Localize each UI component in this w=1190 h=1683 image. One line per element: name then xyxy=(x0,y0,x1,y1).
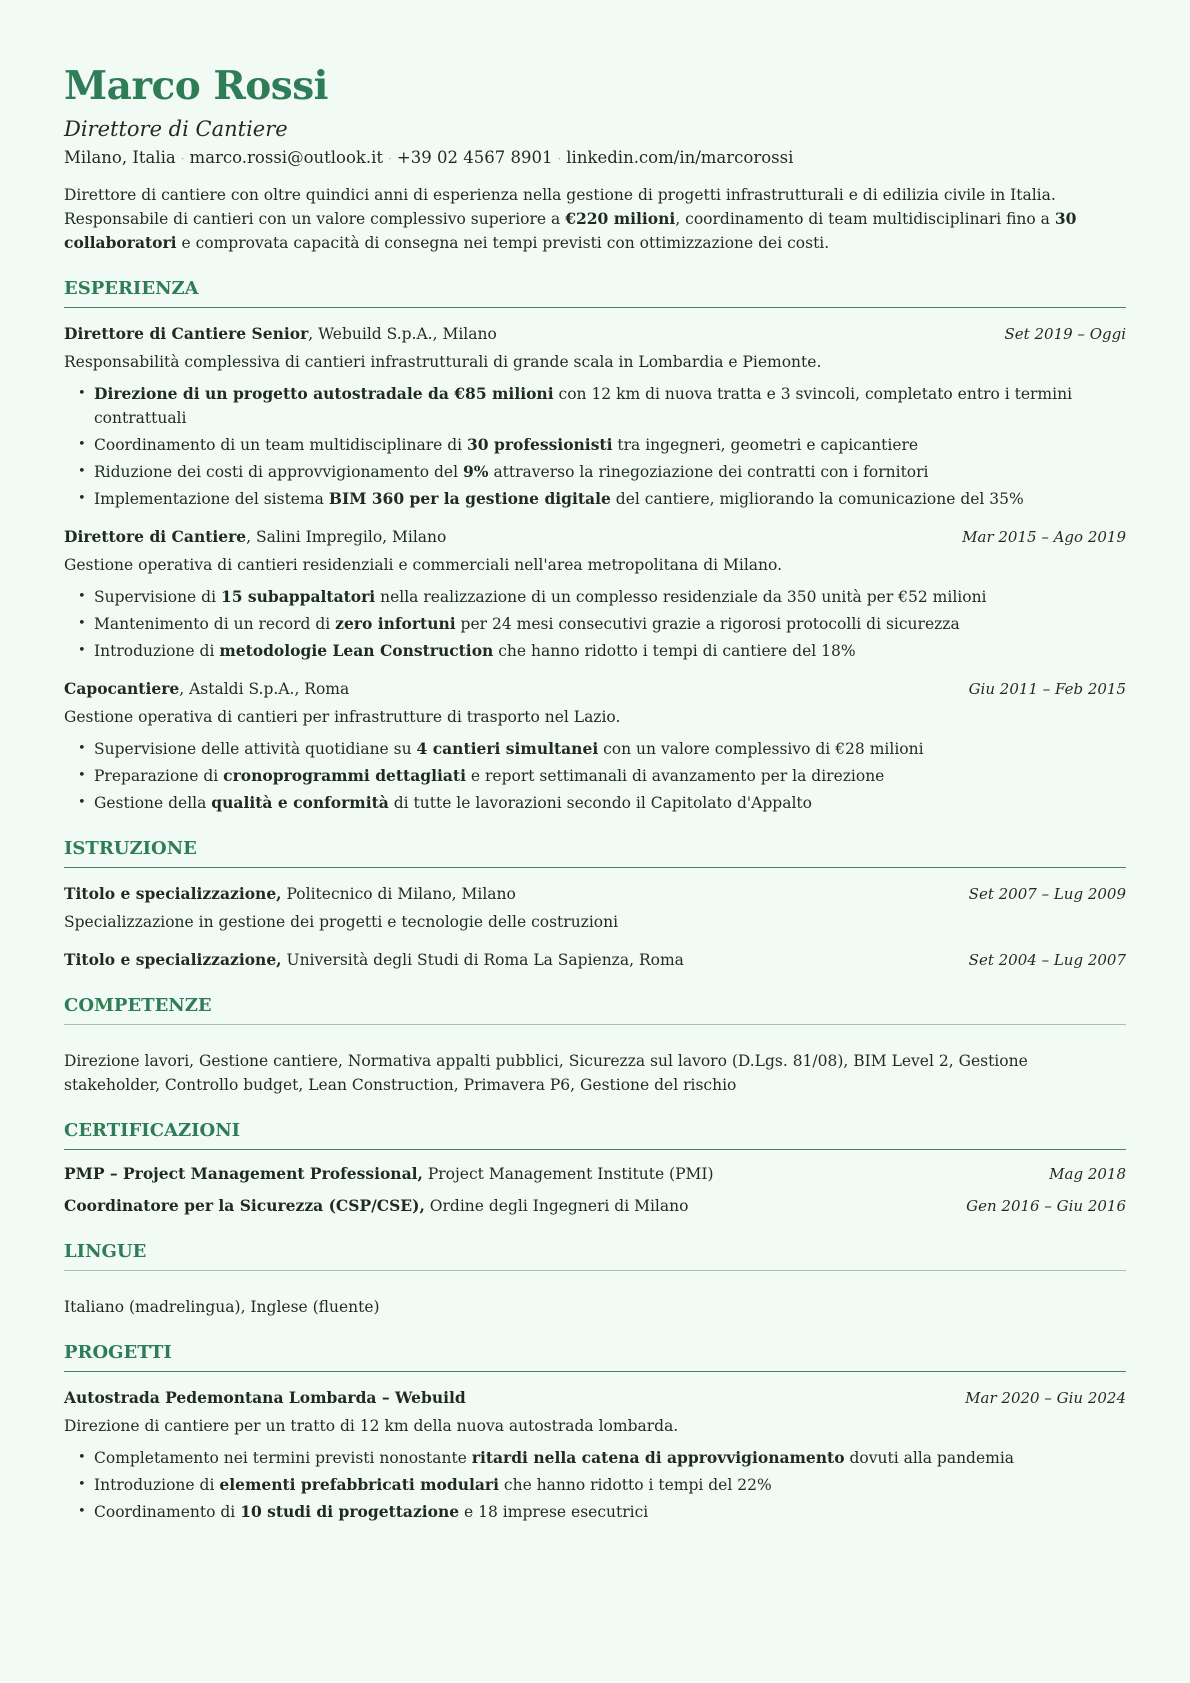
achievement-item: • Supervisione delle attività quotidiane su 4 cantieri simultanei con un valore complessivo di €28 milioni xyxy=(94,737,1126,761)
contact-linkedin[interactable]: linkedin.com/in/marcorossi xyxy=(566,148,794,167)
entry-date: Set 2007 – Lug 2009 xyxy=(968,884,1126,903)
separator-dot: · xyxy=(180,151,185,166)
entry-date: Mar 2020 – Giu 2024 xyxy=(965,1388,1126,1407)
entry-date: Mag 2018 xyxy=(1049,1164,1126,1183)
entry-header xyxy=(64,677,1126,701)
achievement-item: • Completamento nei termini previsti nonostante ritardi nella catena di approvvigionamento dovuti alla pandemia xyxy=(94,1446,1126,1470)
achievement-item: • Coordinamento di un team multidisciplinare di 30 professionisti tra ingegneri, geometri e capicantiere xyxy=(94,433,1126,457)
section-heading: LINGUE xyxy=(64,1240,1126,1271)
contact-line xyxy=(64,146,1126,171)
experience-entry xyxy=(64,677,1126,815)
languages-list: Italiano (madrelingua), Inglese (fluente) xyxy=(64,1297,380,1316)
role: Capocantiere xyxy=(64,678,180,698)
entry-title xyxy=(64,948,684,972)
achievement-item: • Gestione della qualità e conformità di tutte le lavorazioni secondo il Capitolato d'Appalto xyxy=(94,791,1126,815)
summary-highlight: €220 milioni xyxy=(565,208,676,228)
degree: Titolo e specializzazione, xyxy=(64,949,282,969)
section-heading: PROGETTI xyxy=(64,1341,1126,1372)
achievement-item: • Direzione di un progetto autostradale da €85 milioni con 12 km di nuova tratta e 3 svincoli, completato entro i termini contrattuali xyxy=(94,382,1126,430)
section-heading: CERTIFICAZIONI xyxy=(64,1119,1126,1150)
organization: , Astaldi S.p.A., Roma xyxy=(179,679,350,698)
project-entry xyxy=(64,1386,1126,1524)
education-entry xyxy=(64,882,1126,934)
achievement-item: • Introduzione di elementi prefabbricati modulari che hanno ridotto i tempi del 22% xyxy=(94,1473,1126,1497)
summary-highlight: 30 collaboratori xyxy=(64,208,1077,252)
section-heading: ISTRUZIONE xyxy=(64,837,1126,868)
achievement-item: • Implementazione del sistema BIM 360 per la gestione digitale del cantiere, migliorando la comunicazione del 35% xyxy=(94,487,1126,511)
entry-date: Gen 2016 – Giu 2016 xyxy=(966,1196,1126,1215)
separator-dot: · xyxy=(557,151,562,166)
entry-description: Specializzazione in gestione dei progetti e tecnologie delle costruzioni xyxy=(64,912,619,931)
entry-title xyxy=(64,882,516,906)
entry-title xyxy=(64,525,446,549)
section-skills xyxy=(64,994,1126,1097)
school: Università degli Studi di Roma La Sapienza, Roma xyxy=(281,950,684,969)
achievement-list xyxy=(64,737,1126,815)
cert-issuer: Project Management Institute (PMI) xyxy=(422,1164,714,1183)
entry-date: Mar 2015 – Ago 2019 xyxy=(962,527,1126,546)
contact-email[interactable]: marco.rossi@outlook.it xyxy=(189,148,384,167)
professional-summary xyxy=(64,183,1126,255)
organization: , Salini Impregilo, Milano xyxy=(246,527,447,546)
achievement-list xyxy=(64,1446,1126,1524)
cert-issuer: Ordine degli Ingegneri di Milano xyxy=(424,1196,689,1215)
entry-header xyxy=(64,948,1126,972)
entry-header xyxy=(64,525,1126,549)
achievement-list xyxy=(64,382,1126,511)
summary-text: Direttore di cantiere con oltre quindici anni di esperienza nella gestione di progetti infrastrutturali e di edilizia civile in Italia. Responsabile di cantieri con un valore complessivo superiore a xyxy=(64,185,1056,228)
certification-entry xyxy=(64,1194,1126,1218)
section-certifications xyxy=(64,1119,1126,1218)
entry-title xyxy=(64,1194,688,1218)
achievement-item: • Preparazione di cronoprogrammi dettagliati e report settimanali di avanzamento per la direzione xyxy=(94,764,1126,788)
section-experience xyxy=(64,277,1126,815)
section-projects xyxy=(64,1341,1126,1524)
cert-name: Coordinatore per la Sicurezza (CSP/CSE), xyxy=(64,1195,425,1215)
section-heading: ESPERIENZA xyxy=(64,277,1126,308)
achievement-item: • Supervisione di 15 subappaltatori nella realizzazione di un complesso residenziale da 350 unità per €52 milioni xyxy=(94,585,1126,609)
entry-date: Set 2019 – Oggi xyxy=(1004,324,1126,343)
achievement-item: • Introduzione di metodologie Lean Construction che hanno ridotto i tempi di cantiere del 18% xyxy=(94,639,1126,663)
achievement-item: • Mantenimento di un record di zero infortuni per 24 mesi consecutivi grazie a rigorosi protocolli di sicurezza xyxy=(94,612,1126,636)
entry-header xyxy=(64,1386,1126,1410)
entry-description: Gestione operativa di cantieri per infrastrutture di trasporto nel Lazio. xyxy=(64,707,621,726)
contact-location: Milano, Italia xyxy=(64,148,176,167)
education-entry xyxy=(64,948,1126,972)
resume-header xyxy=(64,62,1126,255)
project-name: Autostrada Pedemontana Lombarda – Webuild xyxy=(64,1387,466,1407)
entry-date: Giu 2011 – Feb 2015 xyxy=(968,679,1126,698)
achievement-item: • Riduzione dei costi di approvvigionamento del 9% attraverso la rinegoziazione dei contratti con i fornitori xyxy=(94,460,1126,484)
cert-name: PMP – Project Management Professional, xyxy=(64,1163,423,1183)
entry-title xyxy=(64,677,349,701)
degree: Titolo e specializzazione, xyxy=(64,883,282,903)
contact-phone[interactable]: +39 02 4567 8901 xyxy=(396,148,553,167)
entry-title xyxy=(64,322,497,346)
summary-text: , coordinamento di team multidisciplinari fino a xyxy=(675,209,1055,228)
section-heading: COMPETENZE xyxy=(64,994,1126,1025)
entry-description: Responsabilità complessiva di cantieri infrastrutturali di grande scala in Lombardia e Piemonte. xyxy=(64,352,822,371)
achievement-item: • Coordinamento di 10 studi di progettazione e 18 imprese esecutrici xyxy=(94,1500,1126,1524)
school: Politecnico di Milano, Milano xyxy=(281,884,516,903)
role: Direttore di Cantiere Senior xyxy=(64,323,309,343)
entry-description: Gestione operativa di cantieri residenziali e commerciali nell'area metropolitana di Milano. xyxy=(64,555,783,574)
section-languages xyxy=(64,1240,1126,1319)
entry-title xyxy=(64,1162,714,1186)
entry-header xyxy=(64,882,1126,906)
entry-date: Set 2004 – Lug 2007 xyxy=(968,950,1126,969)
summary-text: e comprovata capacità di consegna nei tempi previsti con ottimizzazione dei costi. xyxy=(176,233,830,252)
skills-list: Direzione lavori, Gestione cantiere, Normativa appalti pubblici, Sicurezza sul lavoro (D.Lgs. 81/08), BIM Level 2, Gestione stakeholder, Controllo budget, Lean Construction, Primavera P6, Gestione del rischio xyxy=(64,1051,1028,1094)
certification-entry xyxy=(64,1162,1126,1186)
experience-entry xyxy=(64,525,1126,663)
section-education xyxy=(64,837,1126,972)
experience-entry xyxy=(64,322,1126,511)
entry-header xyxy=(64,322,1126,346)
entry-description: Direzione di cantiere per un tratto di 12 km della nuova autostrada lombarda. xyxy=(64,1416,679,1435)
organization: , Webuild S.p.A., Milano xyxy=(308,324,497,343)
achievement-list xyxy=(64,585,1126,663)
role: Direttore di Cantiere xyxy=(64,526,247,546)
candidate-name: Marco Rossi xyxy=(64,63,328,109)
separator-dot: · xyxy=(388,151,392,166)
job-title: Direttore di Cantiere xyxy=(64,117,288,141)
